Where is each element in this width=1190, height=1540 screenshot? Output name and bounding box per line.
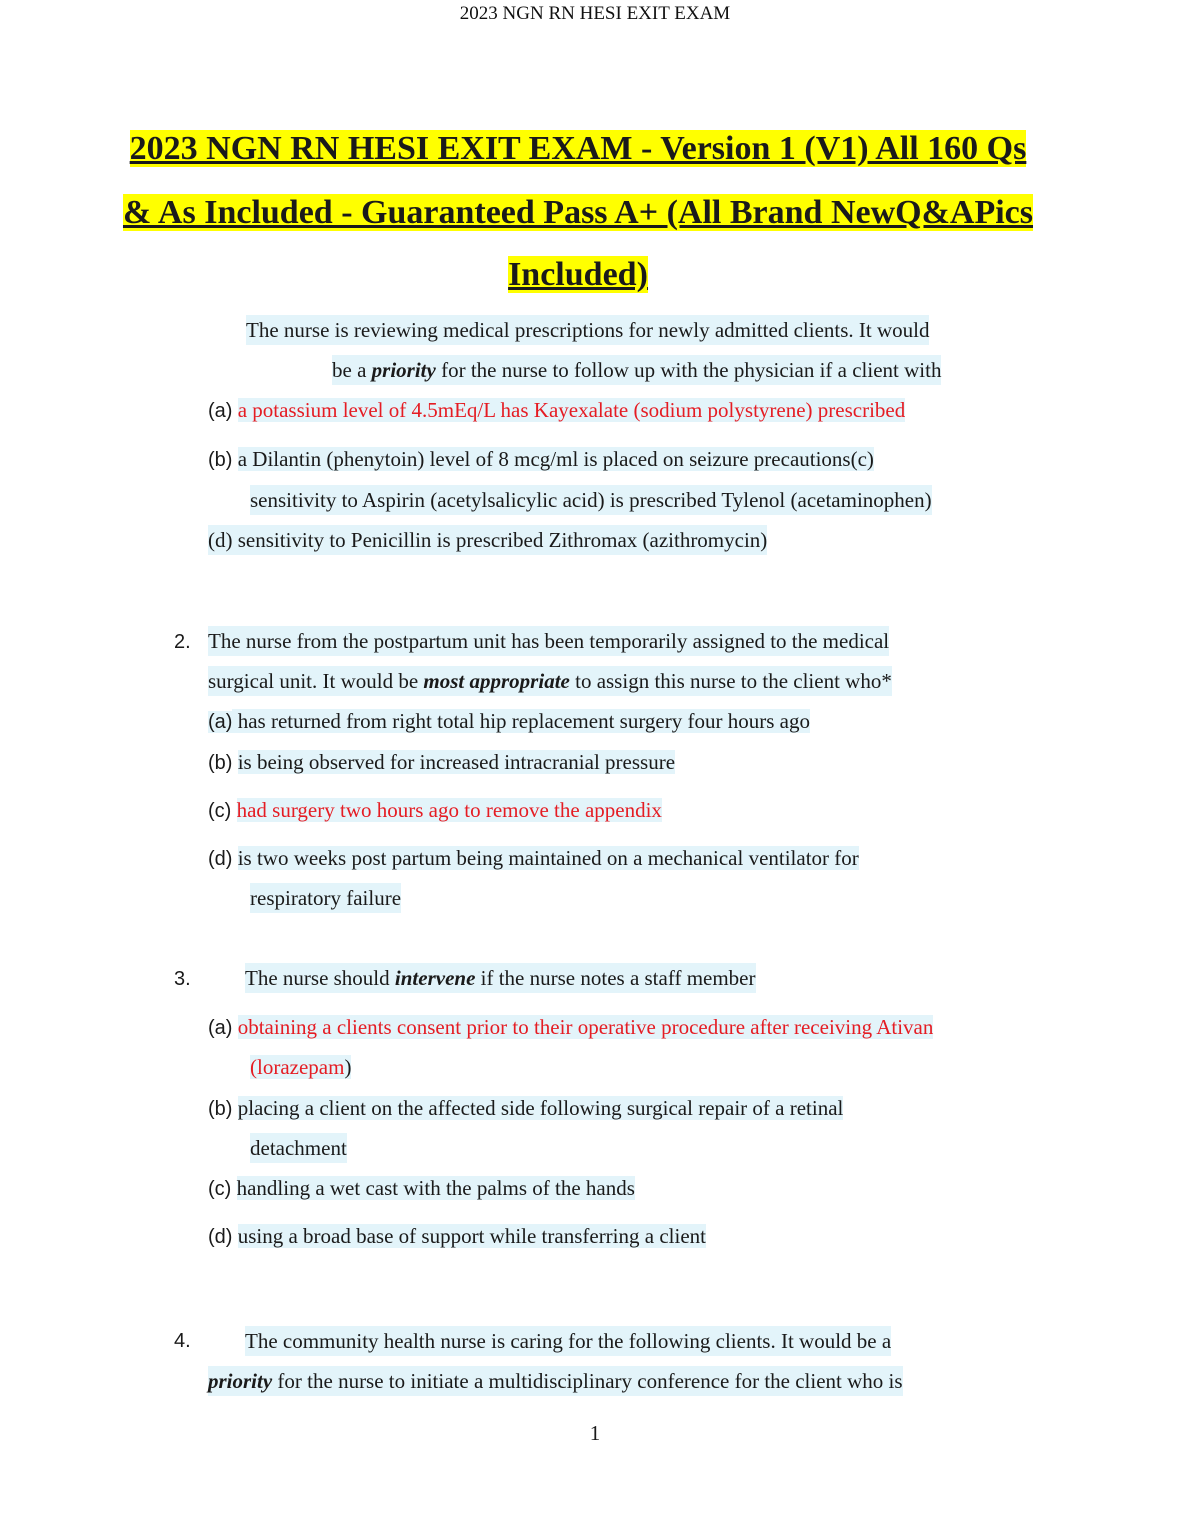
- q2-option-c: (c) had surgery two hours ago to remove the appendix: [208, 798, 662, 822]
- q1-option-a: (a) a potassium level of 4.5mEq/L has Kayexalate (sodium polystyrene) prescribed: [208, 398, 906, 422]
- q4-number: 4.: [174, 1330, 191, 1352]
- q3-option-c: (c) handling a wet cast with the palms of the hands: [208, 1176, 635, 1200]
- q3-option-a: (a) obtaining a clients consent prior to their operative procedure after receiving Ativan: [208, 1015, 934, 1039]
- q2-option-b: (b) is being observed for increased intracranial pressure: [208, 750, 676, 774]
- q3-option-b: (b) placing a client on the affected side following surgical repair of a retinal: [208, 1096, 844, 1120]
- q4-stem-line-1: The community health nurse is caring for the following clients. It would be a: [245, 1326, 891, 1356]
- page-number: 1: [589, 1421, 601, 1445]
- q3-stem: The nurse should intervene if the nurse notes a staff member: [245, 963, 756, 993]
- q1-stem-line-2: be a priority for the nurse to follow up with the physician if a client with: [332, 355, 941, 385]
- q1-option-c: sensitivity to Aspirin (acetylsalicylic acid) is prescribed Tylenol (acetaminophen): [250, 485, 932, 515]
- q2-option-d: (d) is two weeks post partum being maintained on a mechanical ventilator for: [208, 846, 859, 870]
- q2-stem-line-1: The nurse from the postpartum unit has been temporarily assigned to the medical: [208, 626, 889, 656]
- q3-option-a-cont: (lorazepam): [250, 1055, 352, 1079]
- running-header: 2023 NGN RN HESI EXIT EXAM: [459, 3, 731, 24]
- q1-option-b: (b) a Dilantin (phenytoin) level of 8 mcg/ml is placed on seizure precautions(c): [208, 447, 874, 471]
- q3-number: 3.: [174, 968, 191, 990]
- q2-number: 2.: [174, 631, 191, 653]
- q3-option-b-cont: detachment: [250, 1133, 347, 1163]
- doc-title-line-3: Included): [508, 256, 648, 293]
- q2-option-d-cont: respiratory failure: [250, 883, 401, 913]
- q3-option-d: (d) using a broad base of support while transferring a client: [208, 1224, 706, 1248]
- q2-option-a: (a) has returned from right total hip replacement surgery four hours ago: [208, 709, 810, 733]
- q2-stem-line-2: surgical unit. It would be most appropriate to assign this nurse to the client who*: [208, 666, 892, 696]
- doc-title-line-1: 2023 NGN RN HESI EXIT EXAM - Version 1 (V1) All 160 Qs: [129, 130, 1027, 167]
- doc-title-line-2: & As Included - Guaranteed Pass A+ (All Brand NewQ&APics: [122, 194, 1033, 231]
- q1-option-d: (d) sensitivity to Penicillin is prescribed Zithromax (azithromycin): [208, 525, 767, 555]
- q1-stem-line-1: The nurse is reviewing medical prescriptions for newly admitted clients. It would: [246, 315, 929, 345]
- q4-stem-line-2: priority for the nurse to initiate a multidisciplinary conference for the client who is: [208, 1366, 903, 1396]
